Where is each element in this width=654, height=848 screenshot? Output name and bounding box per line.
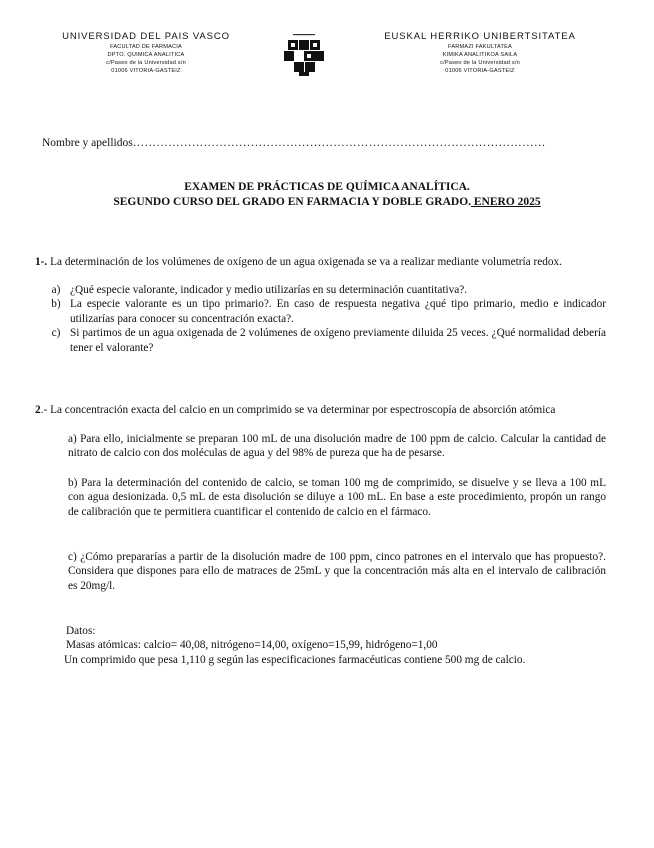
item-text: ¿Qué especie valorante, indicador y medio utilizarías en su determinación cuantitativa?. xyxy=(70,284,468,296)
header-right-title: EUSKAL HERRIKO UNIBERTSITATEA xyxy=(384,31,576,42)
header-left-line: c/Paseo de la Universidad s/n xyxy=(106,60,186,66)
question-1 xyxy=(35,255,606,269)
header-right-line: 01006 VITORIA-GASTEIZ xyxy=(445,68,515,74)
header-right-line: KIMIKA ANALITIKOA SAILA xyxy=(442,52,518,58)
question-2-text: .- La concentración exacta del calcio en un comprimido se va determinar por espectroscopía de absorción atómica xyxy=(40,404,556,416)
name-field-label: Nombre y apellidos xyxy=(42,137,133,149)
header-left-title: UNIVERSIDAD DEL PAIS VASCO xyxy=(62,31,230,42)
question-1-items xyxy=(46,283,606,355)
atomic-masses: Masas atómicas: calcio= 40,08, nitrógeno=14,00, oxígeno=15,99, hidrógeno=1,00 xyxy=(66,639,438,651)
university-logo-icon xyxy=(284,34,324,76)
header-left-line: DPTO. QUIMICA ANALITICA xyxy=(107,52,185,58)
question-2 xyxy=(35,403,606,417)
question-2-part-b: b) Para la determinación del contenido de calcio, se toman 100 mg de comprimido, se disuelve y se lleva a 100 mL con agua desionizada. 0,5 mL de esta disolución se diluye a 100 mL. En base a este procedimiento, propón un rango de calibración que te permitiera cuantificar el contenido de calcio en el fármaco. xyxy=(68,477,606,518)
item-label: c) xyxy=(51,327,61,340)
header-right-line: c/Paseo de la Universidad s/n xyxy=(440,60,520,66)
question-2-part-a: a) Para ello, inicialmente se preparan 100 mL de una disolución madre de 100 ppm de calcio. Calcular la cantidad de nitrato de calcio con dos moléculas de agua y del 98% de pureza que ha de pesarse. xyxy=(68,433,606,460)
question-2-part-c: c) ¿Cómo prepararías a partir de la disolución madre de 100 ppm, cinco patrones en el intervalo que has propuesto?. Considera que dispones para ello de matraces de 25mL y que la concentración más alta en el intervalo de calibración es 20mg/l. xyxy=(68,551,606,592)
item-label: a) xyxy=(51,284,61,296)
header-left xyxy=(56,31,236,75)
question-1-number: 1-. xyxy=(35,256,48,268)
question-1-item-a xyxy=(46,283,606,297)
header-left-line: 01006 VITORIA-GASTEIZ xyxy=(111,68,181,74)
question-1-text: La determinación de los volúmenes de oxígeno de un agua oxigenada se va a realizar mediante volumetría redox. xyxy=(47,256,563,268)
exam-title-course: SEGUNDO CURSO DEL GRADO EN FARMACIA Y DOBLE GRADO. xyxy=(113,196,472,208)
item-text: Si partimos de un agua oxigenada de 2 volúmenes de oxígeno previamente diluida 25 veces. ¿Qué normalidad debería tener el valorante? xyxy=(70,327,606,354)
data-heading: Datos: xyxy=(66,625,96,637)
name-field[interactable] xyxy=(42,137,546,149)
item-text: La especie valorante es un tipo primario?. En caso de respuesta negativa ¿qué tipo primario, medio e indicador utilizarías para conocer su concentración exacta?. xyxy=(70,298,606,325)
exam-title-date: ENERO 2025 xyxy=(471,196,541,208)
exam-title-line2 xyxy=(60,195,594,210)
question-1-item-c xyxy=(46,326,606,355)
header-right-line: FARMAZI FAKULTATEA xyxy=(448,44,512,50)
tablet-specification: Un comprimido que pesa 1,110 g según las especificaciones farmacéuticas contiene 500 mg de calcio. xyxy=(64,654,526,666)
name-field-dots: …………………………………………………………………………………………… xyxy=(132,137,546,149)
header-right xyxy=(374,31,586,75)
header-left-line: FACULTAD DE FARMACIA xyxy=(110,44,182,50)
exam-title-line1: EXAMEN DE PRÁCTICAS DE QUÍMICA ANALÍTICA. xyxy=(184,181,470,193)
question-1-item-b xyxy=(46,297,606,326)
item-label: b) xyxy=(51,298,61,311)
question-2-number: 2 xyxy=(35,404,41,416)
